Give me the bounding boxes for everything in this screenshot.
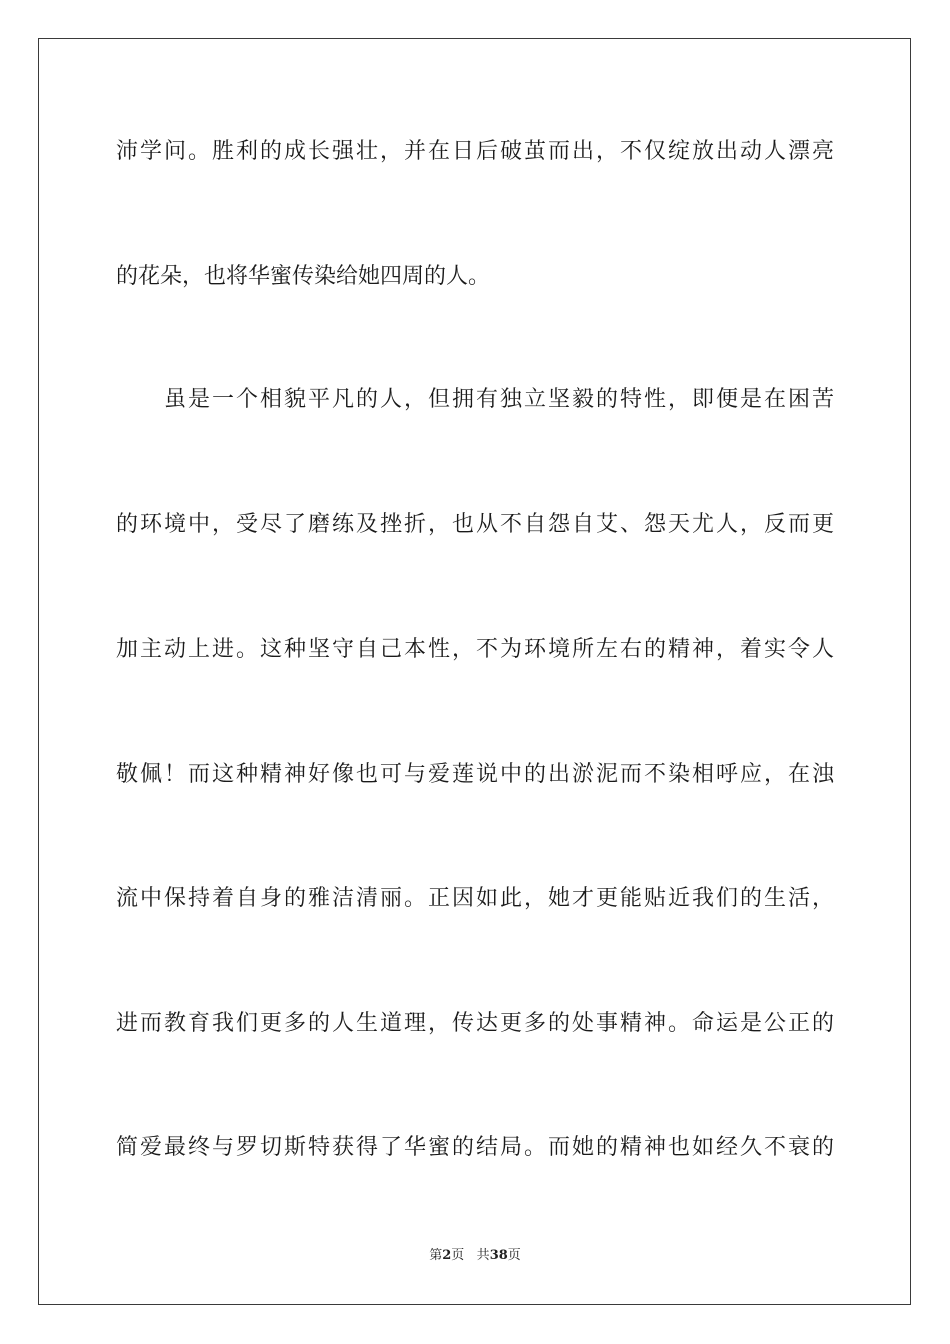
text-line-9: 简爱最终与罗切斯特获得了华蜜的结局。而她的精神也如经久不衰的 [116, 1135, 834, 1160]
footer-total-suffix: 页 [507, 1248, 521, 1263]
footer-page-prefix: 第 [429, 1248, 443, 1263]
page-footer [0, 1247, 950, 1265]
text-line-3: 虽是一个相貌平凡的人，但拥有独立坚毅的特性，即便是在困苦 [164, 387, 834, 412]
text-line-6: 敬佩！而这种精神好像也可与爱莲说中的出淤泥而不染相呼应，在浊 [116, 762, 834, 787]
text-line-1: 沛学问。胜利的成长强壮，并在日后破茧而出，不仅绽放出动人漂亮 [116, 139, 834, 164]
text-line-8: 进而教育我们更多的人生道理，传达更多的处事精神。命运是公正的 [116, 1011, 834, 1036]
page-border [38, 38, 911, 1305]
text-line-5: 加主动上进。这种坚守自己本性，不为环境所左右的精神，着实令人 [116, 637, 834, 662]
text-line-7: 流中保持着自身的雅洁清丽。正因如此，她才更能贴近我们的生活， [116, 886, 834, 911]
footer-total-number: 38 [489, 1248, 508, 1263]
text-line-4: 的环境中，受尽了磨练及挫折，也从不自怨自艾、怨天尤人，反而更 [116, 512, 834, 537]
text-line-2: 的花朵，也将华蜜传染给她四周的人。 [116, 264, 491, 289]
footer-page-suffix: 页 [451, 1248, 465, 1263]
footer-page-number: 2 [442, 1248, 452, 1263]
footer-total-prefix: 共 [476, 1248, 490, 1263]
